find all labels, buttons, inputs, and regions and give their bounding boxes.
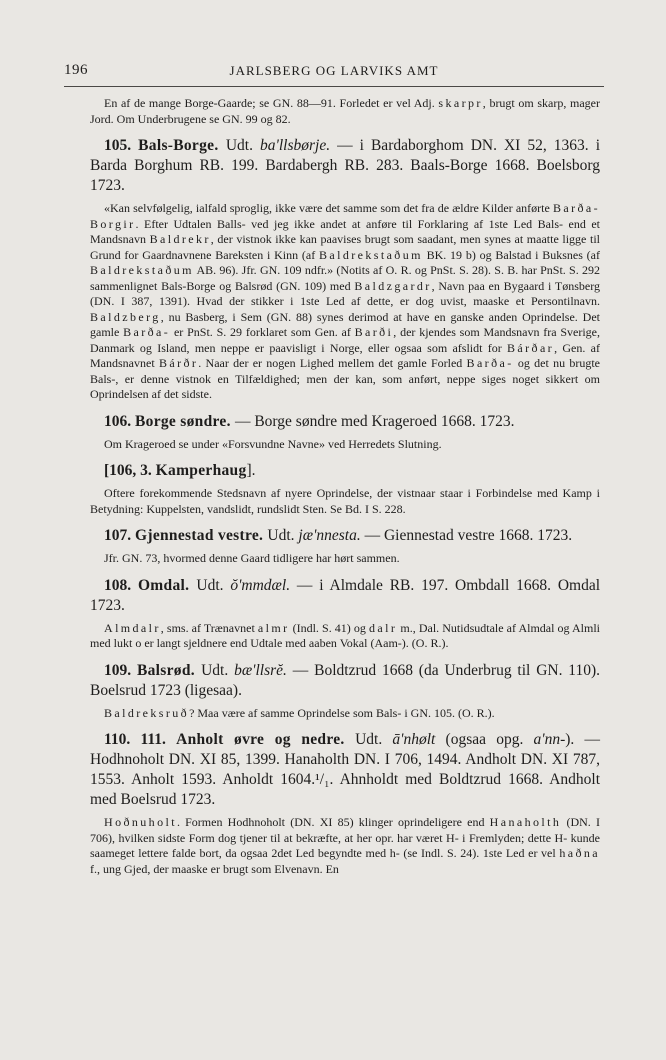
text-run: — Borge søndre med Krageroed 1668. 1723. xyxy=(234,412,515,430)
text-run: AB. 96). Jfr. GN. 109 ndfr.» (Notits af O. R. og PnSt. S. 28). S. B. har PnSt. S. 292 sammenlignet Bals-Borge og Balsrød (GN. 109) med xyxy=(90,263,600,293)
spaced-term: Almdalr xyxy=(104,620,161,635)
text-run: ). — Hodhnoholt DN. XI 85, 1399. Hanaholth DN. I 706, 1494. Andholt DN. XI 787, 1553. Anholt 1593. Anholdt 1604.¹/₁. Ahnholdt med Boldtzrud 1668. Andholt med Boelsrud 1723. xyxy=(90,731,600,808)
text-run: . Formen Hodhnoholt (DN. XI 85) klinger oprindeligere end xyxy=(176,815,490,829)
farm-name: Balsrød. xyxy=(136,661,202,679)
text-run: , sms. af Trænavnet xyxy=(160,620,258,635)
spaced-term: Baldrekstaðum xyxy=(318,247,423,262)
farm-name: Omdal. xyxy=(137,576,197,594)
text-run: ? Maa være af samme Oprindelse som Bals- i GN. 105. (O. R.). xyxy=(189,705,495,720)
entry-number: [106, 3. xyxy=(104,462,156,479)
commentary-paragraph xyxy=(90,551,600,567)
farm-entry xyxy=(90,576,600,616)
spaced-term: Barða- xyxy=(466,356,514,370)
farm-entry xyxy=(90,136,600,196)
text-run: Om Krageroed se under «Forsvundne Navne» ved Herredets Slutning. xyxy=(104,436,442,451)
farm-entry xyxy=(90,526,600,546)
text-run: Udt. xyxy=(201,661,235,679)
text-run: (Indl. S. 41) og xyxy=(289,620,370,635)
entry-number: 105. xyxy=(104,137,139,154)
text-run: Jfr. GN. 73, hvormed denne Gaard tidligere har hørt sammen. xyxy=(104,551,400,565)
text-run: , der kjendes som Mandsnavn fra Sverige, Danmark og Island, men neppe er paavisligt i Norge, eller ogsaa som afslidt for xyxy=(90,325,600,355)
pronunciation: bæ'llsrĕ. xyxy=(234,661,287,679)
page-number: 196 xyxy=(64,62,88,78)
page-body xyxy=(90,96,600,886)
spaced-term: skarpr xyxy=(438,96,483,110)
entry-number: 106. xyxy=(104,412,135,430)
text-run: Udt. xyxy=(196,576,231,594)
spaced-term: Hanaholth xyxy=(489,815,562,829)
commentary-paragraph xyxy=(90,201,600,403)
text-run: — i Bardaborghom DN. XI 52, 1363. i Barda Borghum RB. 199. Bardabergh RB. 283. Baals-Borge 1668. Boelsborg 1723. xyxy=(90,137,600,194)
text-run: En af de mange Borge-Gaarde; se GN. 88—91. Forledet er vel Adj. xyxy=(104,96,439,110)
text-run: — Giennestad vestre 1668. 1723. xyxy=(360,527,573,544)
running-head: JARLSBERG OG LARVIKS AMT xyxy=(229,63,439,78)
entry-number: 110. 111. xyxy=(104,731,177,748)
commentary-paragraph xyxy=(90,437,600,453)
farm-name: Borge søndre. xyxy=(135,412,235,430)
commentary-paragraph xyxy=(90,706,600,722)
commentary-paragraph xyxy=(90,621,600,652)
entry-number: 109. xyxy=(104,661,137,679)
text-run: (ogsaa opg. xyxy=(435,731,534,748)
text-run: , brugt om skarp, mager Jord. Om Underbrugene se GN. 99 og 82. xyxy=(90,96,601,126)
text-run: ]. xyxy=(246,462,256,479)
text-run: er PnSt. S. 29 forklaret som Gen. af xyxy=(170,325,355,339)
text-run: . Naar der er nogen Lighed mellem det gamle Forled xyxy=(198,356,467,370)
text-run: — Boldtzrud 1668 (da Underbrug til GN. 110). Boelsrud 1723 (ligesaa). xyxy=(90,661,601,699)
pronunciation: jæ'nnesta. xyxy=(298,527,361,544)
pronunciation: a'nn- xyxy=(533,731,566,748)
spaced-term: Bárðr xyxy=(158,356,199,370)
text-run: m., Dal. Nutidsudtale af Almdal og Almli med lukt o er langt sjeldnere end Udtale med aaben Vokal (Aam-). (O. R.). xyxy=(90,620,600,650)
text-run: (DN. I 706), hvilken sidste Form dog tjener til at bekræfte, at her opr. har været H- i Fremlyden; dette H- kunde saameget lettere falde bort, da ogsaa 2det Led begyndte med h- (se Indl. S. 24). 1ste Led er vel xyxy=(90,815,600,860)
spaced-term: Barða-Borgir xyxy=(90,201,600,231)
commentary-paragraph xyxy=(90,96,600,127)
spaced-term: Baldreksruð xyxy=(104,705,190,720)
text-run: , der vistnok ikke kan paavises brugt som saadant, men synes at maatte ligge til Grund for Gaardnavnene Bareksten i Kinn (af xyxy=(90,232,600,262)
farm-entry xyxy=(90,661,600,701)
text-run: BK. 19 b) og Balstad i Buksnes (af xyxy=(422,247,600,262)
spaced-term: Barða- xyxy=(123,325,171,339)
entry-number: 107. xyxy=(104,527,135,544)
farm-entry xyxy=(90,461,600,481)
text-run: , Gen. af Mandsnavnet xyxy=(90,340,600,370)
spaced-term: Baldrekr xyxy=(149,232,211,246)
farm-entry xyxy=(90,730,600,810)
text-run: , Navn paa en Bygaard i Tønsberg (DN. I 387, 1391). Hvad der stikker i 1ste Led af dette, er dog uvist, maaske et Persontilnavn. xyxy=(90,278,600,308)
spaced-term: almr xyxy=(257,620,290,635)
spaced-term: Baldzgardr xyxy=(354,278,432,293)
spaced-term: dalr xyxy=(369,620,398,635)
text-run: Udt. xyxy=(267,527,299,544)
farm-name: Gjennestad vestre. xyxy=(135,527,268,544)
pronunciation: ā'nhølt xyxy=(392,731,436,748)
text-run: — i Almdale RB. 197. Ombdall 1668. Omdal 1723. xyxy=(90,576,600,614)
spaced-term: Baldrekstaðum xyxy=(90,263,194,277)
text-run: , nu Basberg, i Sem (GN. 88) synes derimod at have en ganske anden Oprindelse. Det gamle xyxy=(90,309,600,339)
farm-name: Bals-Borge. xyxy=(138,137,226,154)
farm-name: Kamperhaug xyxy=(155,462,247,479)
text-run: Udt. xyxy=(225,137,261,154)
spaced-term: Barði xyxy=(354,325,394,339)
spaced-term: haðna xyxy=(559,846,600,860)
entry-number: 108. xyxy=(104,576,138,594)
commentary-paragraph xyxy=(90,486,600,517)
farm-entry xyxy=(90,412,600,432)
pronunciation: ba'llsbørje. xyxy=(260,137,331,154)
text-run: f., ung Gjed, der maaske er brugt som Elvenavn. En xyxy=(90,861,339,876)
farm-name: Anholt øvre og nedre. xyxy=(176,731,356,748)
text-run: . Efter Udtalen Balls- ved jeg ikke andet at anføre til Forklaring af 1ste Led Bals- end et Mandsnavn xyxy=(90,216,600,246)
commentary-paragraph xyxy=(90,815,600,877)
spaced-term: Bárðar xyxy=(507,340,555,355)
spaced-term: Baldzberg xyxy=(90,309,161,324)
spaced-term: Hoðnuholt xyxy=(104,815,177,829)
text-run: og det nu brugte Bals-, er denne vistnok en Tilfældighed; men der kan, som anført, neppe siges noget sikkert om Oprindelsen af det sidste. xyxy=(90,356,601,401)
text-run: «Kan selvfølgelig, ialfald sproglig, ikke være det samme som det fra de ældre Kilder anførte xyxy=(104,201,553,215)
text-run: Oftere forekommende Stedsnavn af nyere Oprindelse, der vistnaar staar i Forbindelse med Kamp i Betydning: Kuppelsten, vandslidt, rundslidt Sten. Se Bd. I S. 228. xyxy=(90,486,600,516)
page-header xyxy=(64,58,604,87)
pronunciation: ŏ'mmdæl. xyxy=(230,576,291,594)
text-run: Udt. xyxy=(355,731,393,748)
